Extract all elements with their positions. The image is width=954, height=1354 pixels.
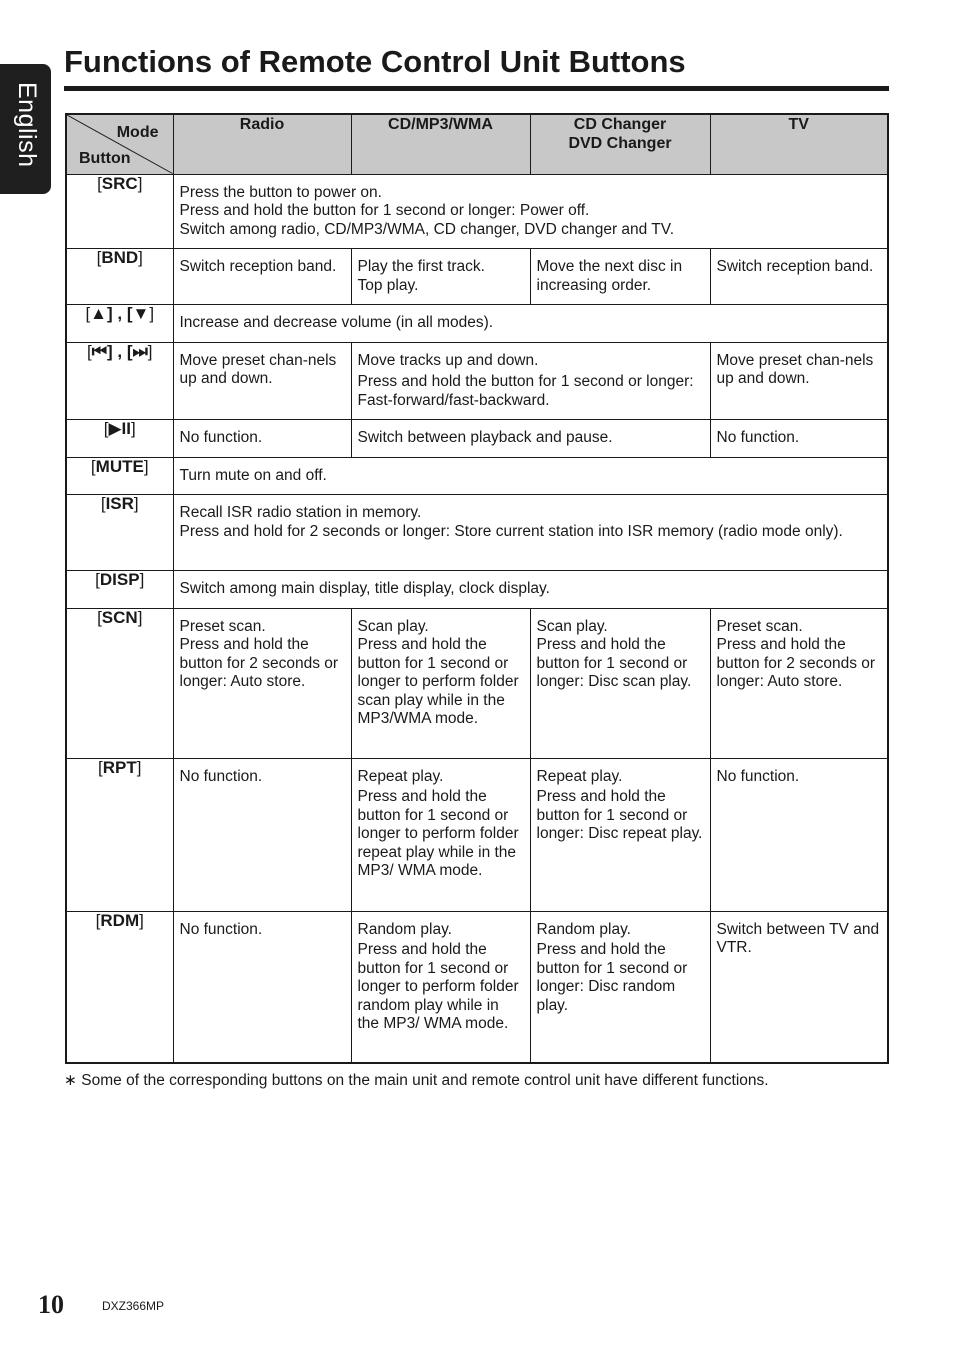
key-volume: [▲] , [▼] <box>66 305 173 343</box>
key-rpt: [RPT] <box>66 758 173 911</box>
page-number: 10 <box>38 1290 64 1319</box>
header-dvd-changer: DVD Changer <box>568 135 672 152</box>
footnote: ∗ Some of the corresponding buttons on the main unit and remote control unit have different functions. <box>64 1072 769 1089</box>
key-mute: [MUTE] <box>66 457 173 495</box>
bnd-radio: Switch reception band. <box>173 249 351 305</box>
key-skip: [⏮] , [⏭] <box>66 342 173 420</box>
skip-tv: Move preset chan-nels up and down. <box>710 342 888 420</box>
key-src: [SRC] <box>66 174 173 249</box>
table-row-volume <box>66 305 888 343</box>
bnd-tv: Switch reception band. <box>710 249 888 305</box>
table-row-src <box>66 174 888 249</box>
play-tv: No function. <box>710 420 888 458</box>
key-rdm: [RDM] <box>66 911 173 1063</box>
table-row-bnd <box>66 249 888 305</box>
table-row-scn <box>66 608 888 758</box>
key-bnd: [BND] <box>66 249 173 305</box>
table-row-rpt <box>66 758 888 911</box>
key-disp: [DISP] <box>66 571 173 609</box>
bnd-changer: Move the next disc in increasing order. <box>530 249 710 305</box>
header-cd-mp3-wma: CD/MP3/WMA <box>351 114 530 174</box>
button-label: Button <box>79 149 131 167</box>
volume-function: Increase and decrease volume (in all modes). <box>173 305 888 343</box>
scn-changer: Scan play. Press and hold the button for 1 second or longer: Disc scan play. <box>530 608 710 758</box>
title-rule <box>64 86 889 91</box>
skip-radio: Move preset chan-nels up and down. <box>173 342 351 420</box>
language-tab-label: English <box>13 82 41 168</box>
play-radio: No function. <box>173 420 351 458</box>
table-row-disp <box>66 571 888 609</box>
disp-function: Switch among main display, title display, clock display. <box>173 571 888 609</box>
src-function: Press the button to power on. Press and hold the button for 1 second or longer: Power off. Switch among radio, CD/MP3/WMA, CD changer, DVD changer and TV. <box>173 174 888 249</box>
mode-label: Mode <box>116 124 159 141</box>
functions-table <box>65 113 889 1064</box>
key-isr: [ISR] <box>66 495 173 571</box>
isr-function: Recall ISR radio station in memory. Press and hold for 2 seconds or longer: Store current station into ISR memory (radio mode only). <box>173 495 888 571</box>
table-row-skip <box>66 342 888 420</box>
rdm-radio: No function. <box>173 911 351 1063</box>
rdm-cd: Random play. Press and hold the button for 1 second or longer to perform folder random play while in the MP3/ WMA mode. <box>351 911 530 1063</box>
scn-cd: Scan play. Press and hold the button for 1 second or longer to perform folder scan play while in the MP3/WMA mode. <box>351 608 530 758</box>
skip-cd-changer: Move tracks up and down. Press and hold the button for 1 second or longer: Fast-forward/fast-backward. <box>351 342 710 420</box>
table-row-play-pause <box>66 420 888 458</box>
language-tab <box>0 64 51 194</box>
scn-radio: Preset scan. Press and hold the button for 2 seconds or longer: Auto store. <box>173 608 351 758</box>
header-radio: Radio <box>173 114 351 174</box>
scn-tv: Preset scan. Press and hold the button for 2 seconds or longer: Auto store. <box>710 608 888 758</box>
mode-button-corner-header <box>66 114 173 174</box>
model-number: DXZ366MP <box>102 1299 165 1313</box>
bnd-cd: Play the first track. Top play. <box>351 249 530 305</box>
rpt-tv: No function. <box>710 758 888 911</box>
header-tv: TV <box>710 114 888 174</box>
rpt-radio: No function. <box>173 758 351 911</box>
key-scn: [SCN] <box>66 608 173 758</box>
mute-function: Turn mute on and off. <box>173 457 888 495</box>
play-cd-changer: Switch between playback and pause. <box>351 420 710 458</box>
rpt-changer: Repeat play. Press and hold the button for 1 second or longer: Disc repeat play. <box>530 758 710 911</box>
header-changer <box>530 114 710 174</box>
rdm-changer: Random play. Press and hold the button for 1 second or longer: Disc random play. <box>530 911 710 1063</box>
table-row-rdm <box>66 911 888 1063</box>
header-row <box>66 114 888 174</box>
header-cd-changer: CD Changer <box>573 116 667 133</box>
rpt-cd: Repeat play. Press and hold the button for 1 second or longer to perform folder repeat play while in the MP3/ WMA mode. <box>351 758 530 911</box>
table-row-mute <box>66 457 888 495</box>
key-play-pause: [▶II] <box>66 420 173 458</box>
table-row-isr <box>66 495 888 571</box>
rdm-tv: Switch between TV and VTR. <box>710 911 888 1063</box>
page-title: Functions of Remote Control Unit Buttons <box>64 44 686 79</box>
